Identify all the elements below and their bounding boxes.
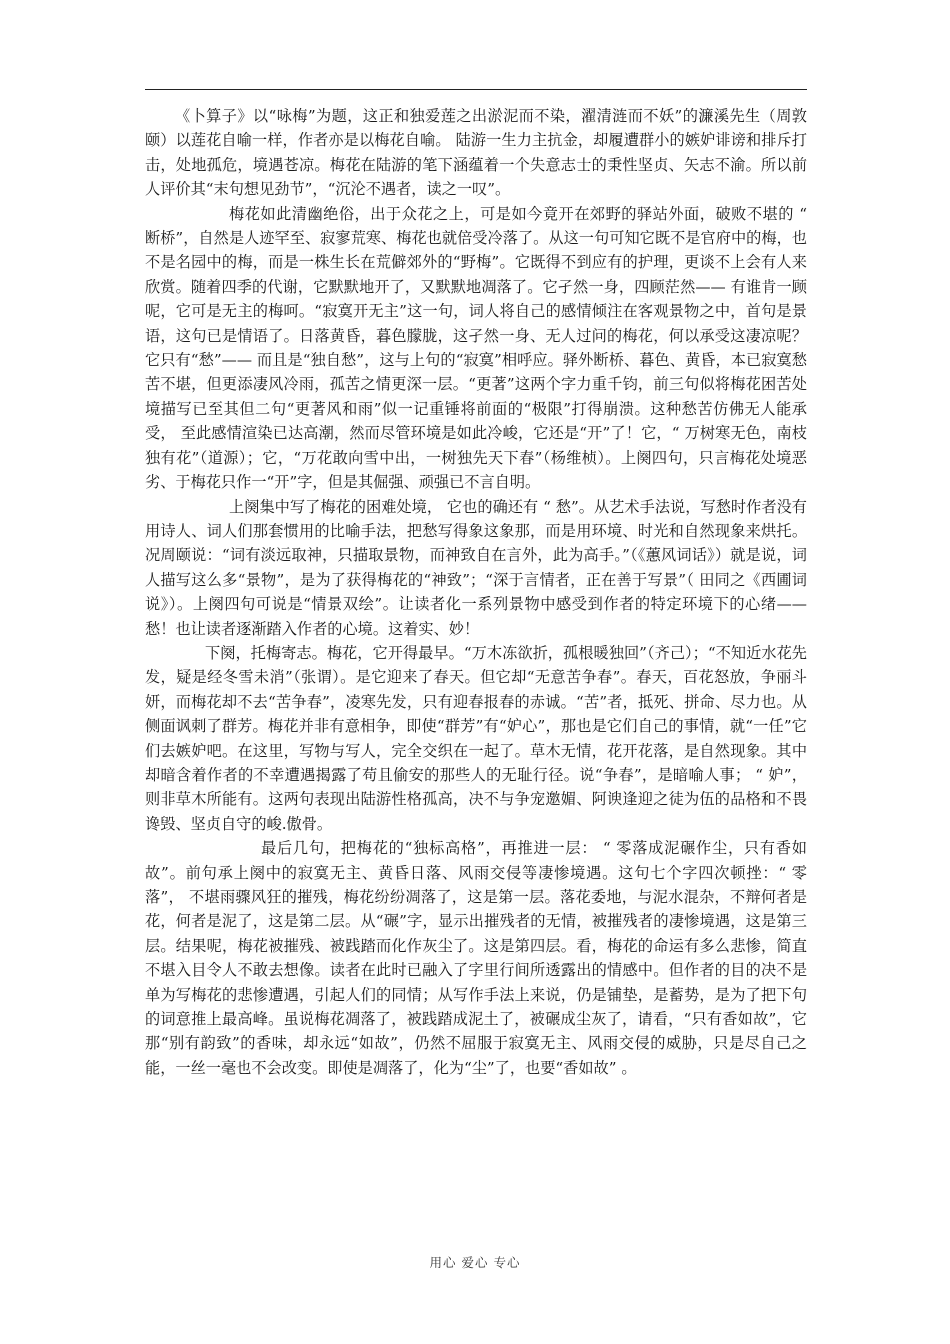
article-body [145, 104, 807, 1080]
paragraph-3: 上阕集中写了梅花的困难处境， 它也的确还有 “ 愁”。从艺术手法说，写愁时作者没有用诗人、词人们那套惯用的比喻手法，把愁写得象这象那，而是用环境、时光和自然现象来烘托。况周颐说：“词有淡远取神，只描取景物，而神致自在言外，此为高手。”（《蕙风词话》）就是说，词人描写这么多“景物”，是为了获得梅花的“神致”；“深于言情者，正在善于写景”（ 田同之《西圃词说》）。上阕四句可说是“情景双绘”。让读者化一系列景物中感受到作者的特定环境下的心绪—— 愁！也让读者逐渐踏入作者的心境。这着实、妙！ [145, 497, 807, 638]
page-footer: 用心 爱心 专心 [429, 1255, 521, 1270]
paragraph-4: 下阕，托梅寄志。梅花，它开得最早。“万木冻欲折，孤根暖独回”（齐己）；“不知近水花先发，疑是经冬雪未消”（张谓）。是它迎来了春天。但它却“无意苦争春”。春天，百花怒放，争丽斗妍，而梅花却不去“苦争春”，凌寒先发，只有迎春报春的赤诚。“苦”者，抵死、拼命、尽力也。从侧面讽刺了群芳。梅花并非有意相争，即使“群芳”有“妒心”，那也是它们自己的事情，就“一任”它们去嫉妒吧。在这里，写物与写人，完全交织在一起了。草木无情，花开花落，是自然现象。其中却暗含着作者的不幸遭遇揭露了苟且偷安的那些人的无耻行径。说“争春”，是暗喻人事； “ 妒”，则非草木所能有。这两句表现出陆游性格孤高，决不与争宠邀媚、阿谀逢迎之徒为伍的品格和不畏谗毁、坚贞自守的峻.傲骨。 [145, 643, 807, 833]
paragraph-2: 梅花如此清幽绝俗，出于众花之上，可是如今竟开在郊野的驿站外面，破败不堪的 “ 断桥”，自然是人迹罕至、寂寥荒寒、梅花也就倍受冷落了。从这一句可知它既不是官府中的梅，也不是名园中的梅，而是一株生长在荒僻郊外的“野梅”。它既得不到应有的护理，更谈不上会有人来欣赏。随着四季的代谢，它默默地开了，又默默地凋落了。它孑然一身，四顾茫然—— 有谁肯一顾呢，它可是无主的梅呵。“寂寞开无主”这一句，词人将自己的感情倾注在客观景物之中，首句是景语，这句已是情语了。日落黄昏，暮色朦胧，这孑然一身、无人过问的梅花，何以承受这凄凉呢？它只有“愁”—— 而且是“独自愁”，这与上句的“寂寞”相呼应。驿外断桥、暮色、黄昏，本已寂寞愁苦不堪，但更添凄风冷雨，孤苦之情更深一层。“更著”这两个字力重千钧，前三句似将梅花困苦处境描写已至其但二句“更著风和雨”似一记重锤将前面的“极限”打得崩溃。这种愁苦仿佛无人能承受， 至此感情渲染已达高潮，然而尽管环境是如此冷峻，它还是“开”了！它，“ 万树寒无色，南枝独有花”（道源）；它，“万花敢向雪中出，一树独先天下春”（杨维桢）。上阕四句，只言梅花处境恶劣、于梅花只作一“开”字，但是其倔强、顽强已不言自明。 [145, 204, 807, 492]
header-rule [145, 89, 807, 90]
paragraph-5: 最后几句，把梅花的“独标高格”，再推进一层： “ 零落成泥碾作尘，只有香如故”。前句承上阕中的寂寞无主、黄昏日落、风雨交侵等凄惨境遇。这句七个字四次顿挫：“ 零落”， 不堪雨骤风狂的摧残，梅花纷纷凋落了，这是第一层。落花委地，与泥水混杂，不辩何者是花，何者是泥了，这是第二层。从“碾”字，显示出摧残者的无情，被摧残者的凄惨境遇，这是第三层。结果呢，梅花被摧残、被践踏而化作灰尘了。这是第四层。看，梅花的命运有多么悲惨，简直不堪入目令人不敢去想像。读者在此时已融入了字里行间所透露出的情感中。但作者的目的决不是单为写梅花的悲惨遭遇，引起人们的同情；从写作手法上来说，仍是铺垫，是蓄势，是为了把下句的词意推上最高峰。虽说梅花凋落了，被践踏成泥土了，被碾成尘灰了，请看，“只有香如故”，它那“别有韵致”的香味，却永远“如故”，仍然不屈服于寂寞无主、风雨交侵的威胁，只是尽自己之能，一丝一毫也不会改变。即使是凋落了，化为“尘”了，也要“香如故” 。 [145, 839, 807, 1077]
paragraph-1: 《卜算子》以“咏梅”为题，这正和独爱莲之出淤泥而不染，濯清涟而不妖”的濂溪先生（周敦颐）以莲花自喻一样，作者亦是以梅花自喻。 陆游一生力主抗金，却履遭群小的嫉妒诽谤和排斥打击，处地孤危，境遇苍凉。梅花在陆游的笔下涵蕴着一个失意志士的秉性坚贞、矢志不渝。所以前人评价其“末句想见劲节”，“沉沦不遇者，读之一叹”。 [145, 107, 807, 199]
